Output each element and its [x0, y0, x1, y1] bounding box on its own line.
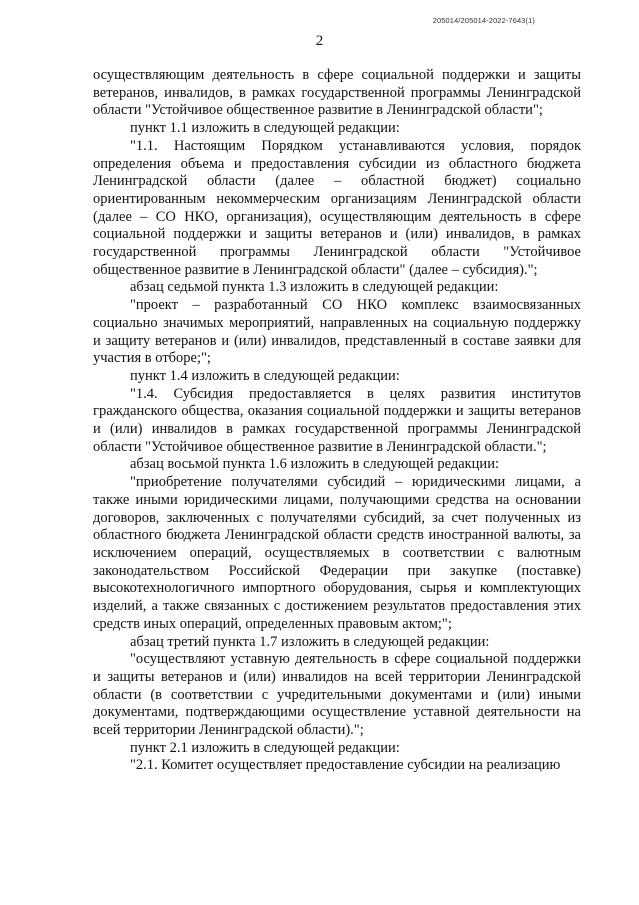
paragraph-12: пункт 2.1 изложить в следующей редакции: [130, 739, 400, 756]
document-id: 205014/205014-2022-7643(1) [432, 16, 535, 25]
paragraph-10: абзац третий пункта 1.7 изложить в следующей редакции: [130, 633, 490, 650]
paragraph-2: пункт 1.1 изложить в следующей редакции: [130, 120, 400, 137]
paragraph-7: "1.4. Субсидия предоставляется в целях развития институтов гражданского общества, оказания социальной поддержки и защиты ветеранов и (или) инвалидов в рамках государственной программы Ленинградской области "Устойчивое общественное развитие в Ленинградской области."; [93, 385, 581, 455]
paragraph-11: "осуществляют уставную деятельность в сфере социальной поддержки и защиты ветеранов и (или) инвалидов на всей территории Ленинградской области (в соответствии с учредительными документами и (или) иными документами, подтверждающими осуществление уставной деятельности на всей территории Ленинградской области)."; [93, 651, 581, 739]
paragraph-3: "1.1. Настоящим Порядком устанавливаются условия, порядок определения объема и предоставления субсидии из областного бюджета Ленинградской области (далее – областной бюджет) социально ориентированным некоммерческим организациям Ленинградской области (далее – СО НКО, организация), осуществляющим деятельность в сфере социальной поддержки и защиты ветеранов и (или) инвалидов, в рамках государственной программы Ленинградской области "Устойчивое общественное развитие в Ленинградской области" (далее – субсидия)."; [93, 137, 581, 278]
paragraph-6: пункт 1.4 изложить в следующей редакции: [130, 367, 400, 384]
paragraph-5: "проект – разработанный СО НКО комплекс взаимосвязанных социально значимых мероприятий, направленных на социальную поддержку и защиту ветеранов и (или) инвалидов, представленный в составе заявки для участия в отборе;"; [93, 297, 581, 367]
paragraph-4: абзац седьмой пункта 1.3 изложить в следующей редакции: [130, 279, 499, 296]
paragraph-9: "приобретение получателями субсидий – юридическими лицами, а также иными юридическими лицами, получающими средства на основании договоров, заключенных с получателями субсидий, за счет полученных из областного бюджета Ленинградской области средств иностранной валюты, за исключением операций, осуществляемых в соответствии с валютным законодательством Российской Федерации при закупке (поставке) высокотехнологичного импортного оборудования, сырья и комплектующих изделий, а также связанных с достижением результатов предоставления этих средств иных операций, определенных правовым актом;"; [93, 474, 581, 632]
paragraph-13: "2.1. Комитет осуществляет предоставление субсидии на реализацию [130, 757, 561, 774]
paragraph-1: осуществляющим деятельность в сфере социальной поддержки и защиты ветеранов, инвалидов, в рамках государственной программы Ленинградской области "Устойчивое общественное развитие в Ленинградской области"; [93, 67, 581, 119]
page-number: 2 [315, 33, 324, 49]
paragraph-8: абзац восьмой пункта 1.6 изложить в следующей редакции: [130, 456, 499, 473]
document-body [93, 67, 581, 775]
